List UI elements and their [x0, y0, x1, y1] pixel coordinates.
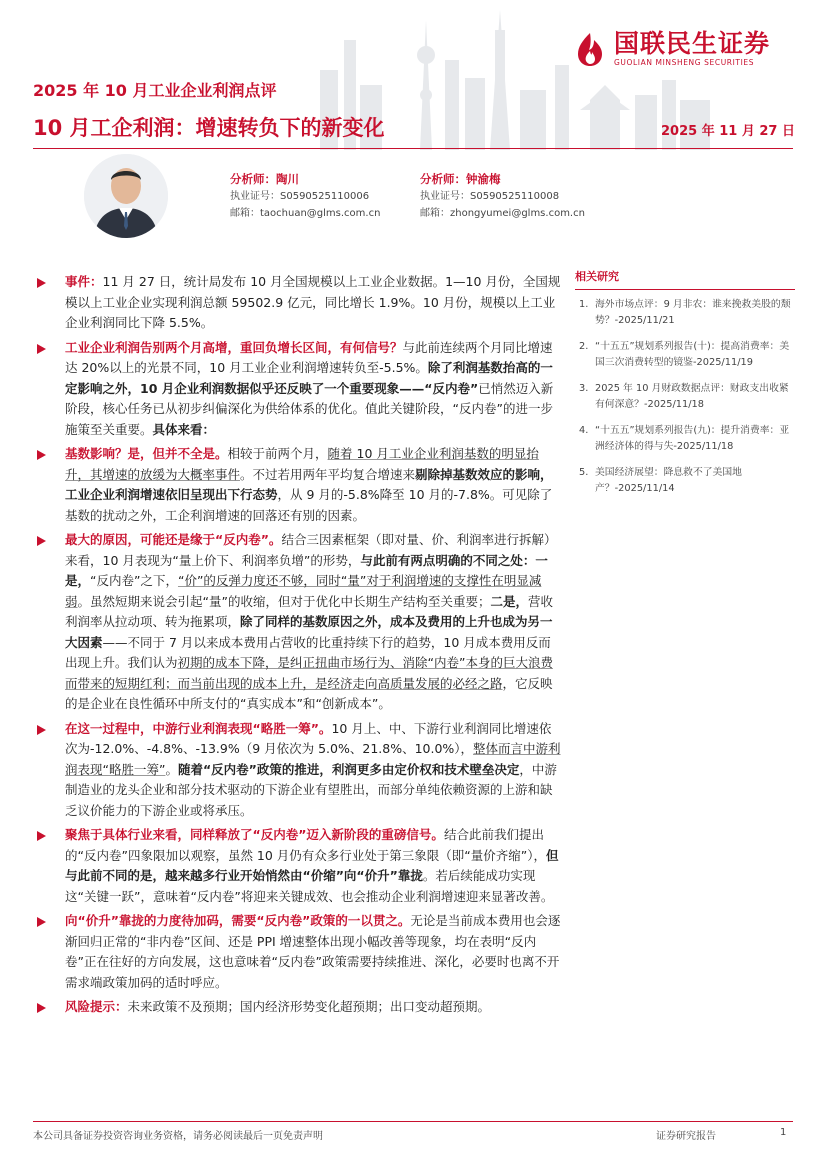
list-item-text: 美国经济展望：降息救不了美国地产？-2025/11/14 [595, 467, 742, 494]
para-underline: 随着 10 月工业企业利润基数的明显抬升，其增速的放缓为大概率事件 [65, 446, 539, 482]
risk-paragraph [37, 997, 562, 1018]
footer-disclaimer: 本公司具备证券投资咨询业务资格，请务必阅读最后一页免责声明 [33, 1131, 323, 1142]
bullet-arrow-icon [37, 536, 46, 546]
list-item[interactable] [575, 465, 795, 497]
analyst-cert: 执业证号：S0590525110008 [420, 191, 560, 202]
para-text: 结合三因素框架（即对量、价、利润率进行拆解）来看，10 月表现为“量上价下、利润率负增”的形势， [65, 532, 557, 568]
brand-logo [574, 30, 770, 68]
related-research-list [575, 297, 795, 497]
para-heading: 基数影响？是，但并不全是。 [65, 446, 228, 461]
list-item-text: 海外市场点评：9 月非农：谁来挽救美股的颓势？-2025/11/21 [595, 299, 791, 326]
para-heading: 工业企业利润告别两个月高增，重回负增长区间，有何信号？ [65, 339, 403, 355]
related-research [575, 268, 795, 507]
para-text: 已悄然迈入新阶段，核心任务已从初步纠偏深化为供给体系的优化。值此关键阶段，“反内卷”的进一步施策至关重要。 [65, 380, 554, 437]
person-avatar-icon [84, 154, 168, 238]
para-underline: 整体而言中游利润表现“略胜一筹” [65, 741, 561, 777]
footer-label: 证券研究报告 [656, 1131, 716, 1142]
para-emphasis: 除了同样的基数原因之外，成本及费用的上升也成为另一大因素 [65, 614, 553, 650]
list-item-text: “十五五”规划系列报告(十)：提高消费率：美国三次消费转型的镜鉴-2025/11/19 [595, 341, 790, 368]
list-item-text: “十五五”规划系列报告(九)：提升消费率：亚洲经济体的得与失-2025/11/18 [595, 425, 790, 452]
para-text: 相较于前两个月， [227, 446, 328, 461]
list-item[interactable] [575, 297, 795, 329]
para-heading: 在这一过程中，中游行业利润表现“略胜一筹”。 [65, 720, 332, 736]
para-heading: 风险提示： [65, 999, 128, 1014]
para-emphasis: 但与此前不同的是，越来越多行业开始悄然由“价缩”向“价升”靠拢 [65, 847, 559, 883]
policy-paragraph [37, 911, 562, 993]
para-underline: 初期的成本下降，是纠正扭曲市场行为、消除“内卷”本身的巨大浪费而带来的短期红利；而当前出现的成本上升，是经济走向高质量发展的必经之路 [65, 655, 553, 691]
para-text: 未来政策不及预期；国内经济形势变化超预期；出口变动超预期。 [127, 999, 491, 1014]
para-emphasis: 剔除掉基数效应的影响，工业企业利润增速依旧呈现出下行态势 [65, 466, 553, 502]
page-title: 10 月工企利润：增速转负下的新变化 [33, 116, 385, 140]
bullet-arrow-icon [37, 344, 46, 354]
para-underline: “价”的反弹力度还不够，同时“量”对于利润增速的支撑性在明显减弱 [65, 573, 542, 609]
bullet-arrow-icon [37, 278, 46, 288]
para-text: ，它反映的是企业在良性循环中所支付的“真实成本”和“创新成本”。 [65, 675, 553, 711]
para-heading: 向“价升”靠拢的力度待加码，需要“反内卷”政策的一以贯之。 [65, 913, 411, 928]
para-text: ，从 9 月的-5.8%降至 10 月的-7.8%。可见除了基数的扰动之外，工企利润增速的回落还有别的因素。 [65, 487, 553, 523]
list-item[interactable] [575, 339, 795, 371]
list-item[interactable] [575, 381, 795, 413]
list-item-number: 2. [579, 341, 589, 352]
para-text: 。虽然短期来说会引起“量”的收缩，但对于优化中长期生产结构至关重要； [77, 593, 491, 609]
para-emphasis: 与此前有两点明确的不同之处：一是， [65, 552, 548, 588]
para-heading: 最大的原因，可能还是缘于“反内卷”。 [65, 532, 282, 547]
para-emphasis: 随着“反内卷”政策的推进，利润更多由定价权和技术壁垒决定 [177, 761, 520, 777]
page-number: 1 [780, 1127, 787, 1138]
para-text: 与此前连续两个月同比增速达 20%以上的光景不同，10 月工业企业利润增速转负至-5.5%。 [65, 339, 553, 375]
para-text: 。 [165, 761, 178, 777]
related-research-title: 相关研究 [575, 268, 795, 290]
analyst-name: 分析师：陶川 [230, 172, 299, 186]
industry-paragraph [37, 825, 562, 907]
para-emphasis: 除了利润基数抬高的一定影响之外，10 月企业利润数据似乎还反映了一个重要现象——“反内卷” [65, 360, 553, 396]
flame-logo-icon [574, 31, 606, 67]
para-emphasis: 具体来看： [152, 421, 216, 437]
analyst-cert: 执业证号：S0590525110006 [230, 191, 370, 202]
para-text: 结合此前我们提出的“反内卷”四象限加以观察，虽然 10 月仍有众多行业处于第三象限（即“量价齐缩”）， [65, 827, 547, 863]
para-emphasis: 二是， [490, 593, 528, 609]
anti-involution-paragraph [37, 530, 562, 715]
bullet-arrow-icon [37, 450, 46, 460]
para-text: 。若后续能成功实现这“关键一跃”，意味着“反内卷”将迎来关键成效、也会推动企业利润增速迎来显著改善。 [65, 868, 554, 904]
list-item-number: 5. [579, 467, 589, 478]
avatar [84, 154, 168, 238]
analyst-email[interactable]: 邮箱：zhongyumei@glms.com.cn [420, 208, 585, 219]
para-text: 10 月上、中、下游行业利润同比增速依次为-12.0%、-4.8%、-13.9%（9 月依次为 5.0%、21.8%、10.0%）， [65, 720, 552, 756]
base-effect-paragraph [37, 444, 562, 526]
para-text: 无论是当前成本费用也会逐渐回归正常的“非内卷”区间、还是 PPI 增速整体出现小幅改善等现象，均在表明“反内卷”正在往好的方向发展，这也意味着“反内卷”政策需要持续推进、深化，必要时也离不开需求端政策加码的适时呼应。 [65, 913, 561, 990]
para-text: “反内卷”之下， [90, 573, 178, 588]
para-heading: 聚焦于具体行业来看，同样释放了“反内卷”迈入新阶段的重磅信号。 [65, 827, 444, 842]
analyst-card [230, 170, 380, 222]
para-text: 营收利润率从拉动项、转为拖累项， [65, 593, 553, 629]
bullet-arrow-icon [37, 1003, 46, 1013]
list-item-number: 4. [579, 425, 589, 436]
para-text: ——不同于 7 月以来成本费用占营收的比重持续下行的趋势，10 月成本费用反而出现上升。我们认为 [65, 634, 551, 670]
bullet-arrow-icon [37, 725, 46, 735]
report-body [37, 272, 562, 1022]
list-item-text: 2025 年 10 月财政数据点评：财政支出收紧有何深意？-2025/11/18 [595, 383, 789, 410]
analyst-card [420, 170, 585, 222]
list-item-number: 3. [579, 383, 589, 394]
brand-name-en: GUOLIAN MINSHENG SECURITIES [614, 58, 755, 67]
para-text: ，中游制造业的龙头企业和部分技术驱动的下游企业有望胜出，而部分单纯依赖资源的上游和缺乏议价能力的下游企业或将承压。 [65, 761, 557, 818]
brand-name-cn: 国联民生证券 [614, 29, 771, 58]
analyst-name: 分析师：钟渝梅 [420, 172, 501, 186]
midstream-paragraph [37, 719, 562, 822]
bullet-arrow-icon [37, 917, 46, 927]
list-item[interactable] [575, 423, 795, 455]
report-date: 2025 年 11 月 27 日 [661, 124, 795, 139]
para-heading: 事件： [65, 274, 103, 289]
header-divider [33, 148, 793, 149]
signal-paragraph [37, 338, 562, 441]
footer-divider [33, 1121, 793, 1122]
bullet-arrow-icon [37, 831, 46, 841]
analyst-email[interactable]: 邮箱：taochuan@glms.com.cn [230, 208, 381, 219]
list-item-number: 1. [579, 299, 589, 310]
event-paragraph [37, 272, 562, 334]
report-series: 2025 年 10 月工业企业利润点评 [33, 81, 277, 100]
para-text: 。不过若用两年平均复合增速来 [240, 466, 416, 482]
para-text: 11 月 27 日，统计局发布 10 月全国规模以上工业企业数据。1—10 月份，全国规模以上工业企业实现利润总额 59502.9 亿元，同比增长 1.9%。10 月份，规模以上工业企业利润同比下降 5.5%。 [65, 274, 561, 330]
